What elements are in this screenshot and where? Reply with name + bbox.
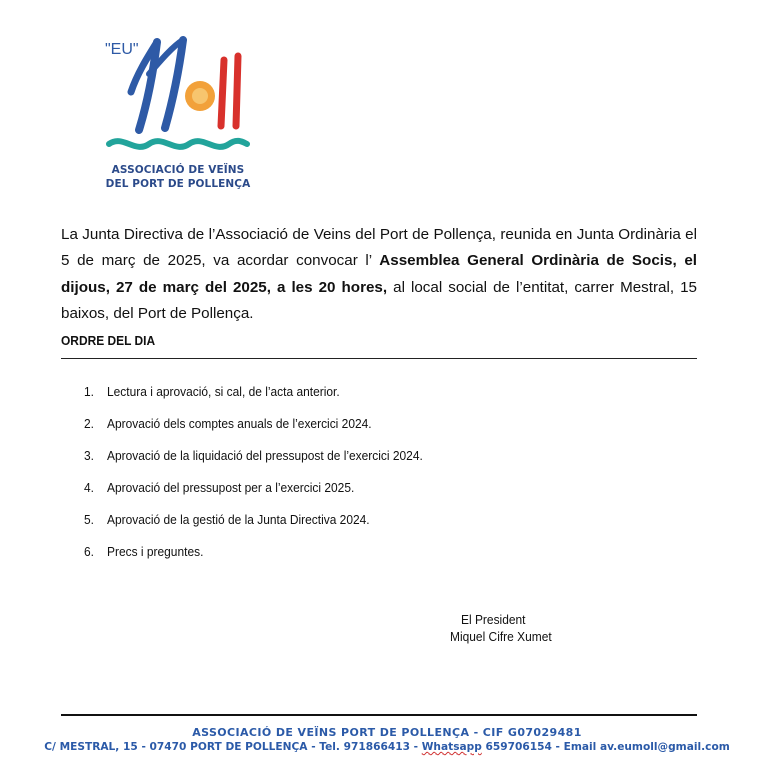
agenda-item [84, 512, 423, 544]
signature-role: El President [461, 612, 526, 627]
agenda-item-text: Aprovació dels comptes anuals de l’exercici 2024. [107, 416, 372, 431]
agenda-item-text: Aprovació de la liquidació del pressupost de l’exercici 2024. [107, 448, 423, 463]
agenda-item-text: Aprovació de la gestió de la Junta Directiva 2024. [107, 512, 370, 527]
agenda-item-number: 1. [84, 384, 94, 399]
agenda-item [84, 480, 423, 512]
intro-text-bold: Assemblea General Ordinària de Socis, el dijous, 27 de març del 2025, a les 20 hores, [61, 252, 697, 296]
agenda-title: ORDRE DEL DIA [61, 333, 156, 348]
intro-paragraph [61, 222, 697, 328]
logo-eu-text: "EU" [105, 41, 139, 58]
agenda-item [84, 416, 423, 448]
logo-name-line1: ASSOCIACIÓ DE VEÏNS [111, 164, 245, 176]
agenda-item [84, 384, 423, 416]
signature-name: Miquel Cifre Xumet [450, 629, 552, 644]
agenda-item-number: 2. [84, 416, 94, 431]
agenda-item-number: 6. [84, 544, 94, 559]
agenda-item-text: Aprovació del pressupost per a l’exercici 2025. [107, 480, 355, 495]
footer-line1: ASSOCIACIÓ DE VEÏNS PORT DE POLLENÇA - CIF G07029481 [192, 726, 582, 739]
agenda-list [84, 384, 452, 576]
agenda-item [84, 544, 423, 576]
logo-name-line2: DEL PORT DE POLLENÇA [105, 178, 251, 190]
agenda-item-text: Lectura i aprovació, si cal, de l’acta anterior. [107, 384, 340, 399]
footer-contact: 659706154 - Email av.eumoll@gmail.com [481, 741, 730, 753]
footer-divider [61, 714, 697, 716]
intro-text-2: al local social de l’entitat, carrer Mestral, 15 baixos, del Port de Pollença. [61, 278, 697, 323]
agenda-divider [61, 358, 697, 359]
footer-whatsapp-label: Whatsapp [421, 741, 482, 753]
footer-line2 [40, 741, 734, 753]
logo-graphic [103, 34, 253, 164]
intro-text-1: La Junta Directiva de l’Associació de Veins del Port de Pollença, reunida en Junta Ordinària el 5 de març de 2025, va acordar convocar l’ [61, 226, 697, 270]
agenda-item-number: 4. [84, 480, 94, 495]
agenda-item-text: Precs i preguntes. [107, 544, 204, 559]
association-logo [103, 34, 253, 192]
footer-address: C/ MESTRAL, 15 - 07470 PORT DE POLLENÇA - Tel. 971866413 - [44, 741, 422, 753]
agenda-item [84, 448, 423, 480]
agenda-item-number: 3. [84, 448, 94, 463]
agenda-item-number: 5. [84, 512, 94, 527]
